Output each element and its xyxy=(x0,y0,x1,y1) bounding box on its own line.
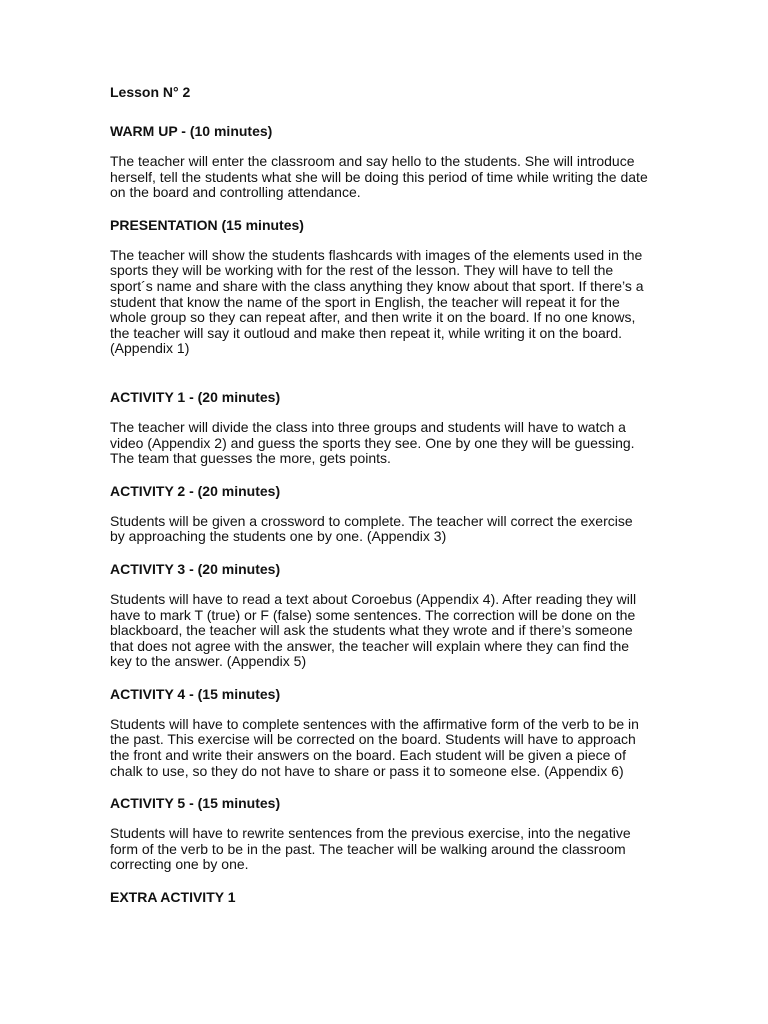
section-heading: ACTIVITY 5 - (15 minutes) xyxy=(110,795,281,812)
section-heading: ACTIVITY 3 - (20 minutes) xyxy=(110,560,281,577)
section-heading: WARM UP - (10 minutes) xyxy=(110,123,273,139)
paragraph-line: The team that guesses the more, gets points. xyxy=(110,450,391,467)
section-heading: PRESENTATION (15 minutes) xyxy=(110,216,304,233)
paragraph-line: on the board and controlling attendance. xyxy=(110,184,361,201)
paragraph-line: student that know the name of the sport in English, the teacher will repeat it for the xyxy=(110,293,620,310)
section-heading: ACTIVITY 4 - (15 minutes) xyxy=(110,685,281,702)
document-page xyxy=(110,84,670,905)
paragraph-line: by approaching the students one by one. (Appendix 3) xyxy=(110,528,447,545)
paragraph-line: herself, tell the students what she will be doing this period of time while writing the date xyxy=(110,168,648,185)
paragraph-line: The teacher will enter the classroom and say hello to the students. She will introduce xyxy=(110,153,635,169)
paragraph-line: correcting one by one. xyxy=(110,856,249,873)
section-paragraph xyxy=(110,420,670,467)
paragraph-line: form of the verb to be in the past. The teacher will be walking around the classroom xyxy=(110,840,626,857)
paragraph-line: key to the answer. (Appendix 5) xyxy=(110,653,307,670)
paragraph-line: Students will be given a crossword to complete. The teacher will correct the exercise xyxy=(110,512,633,529)
sections-container xyxy=(110,123,670,905)
paragraph-line: Students will have to rewrite sentences from the previous exercise, into the negative xyxy=(110,825,631,842)
section-paragraph xyxy=(110,248,670,357)
section-heading: ACTIVITY 1 - (20 minutes) xyxy=(110,388,281,405)
section-heading: ACTIVITY 2 - (20 minutes) xyxy=(110,482,281,499)
section-heading: EXTRA ACTIVITY 1 xyxy=(110,889,236,906)
paragraph-line: sports they will be working with for the rest of the lesson. They will have to tell the xyxy=(110,262,614,279)
section-paragraph xyxy=(110,514,670,545)
section-paragraph xyxy=(110,826,670,873)
paragraph-line: The teacher will show the students flashcards with images of the elements used in the xyxy=(110,246,643,263)
paragraph-line: video (Appendix 2) and guess the sports they see. One by one they will be guessing. xyxy=(110,434,635,451)
paragraph-line: whole group so they can repeat after, and then write it on the board. If no one knows, xyxy=(110,309,636,326)
paragraph-line: The teacher will divide the class into three groups and students will have to watch a xyxy=(110,418,626,435)
paragraph-line: the front and write their answers on the board. Each student will be given a piece of xyxy=(110,747,626,764)
paragraph-line: (Appendix 1) xyxy=(110,340,190,357)
paragraph-line: sport´s name and share with the class anything they know about that sport. If there’s a xyxy=(110,277,644,294)
paragraph-line: Students will have to read a text about Coroebus (Appendix 4). After reading they will xyxy=(110,590,637,607)
lesson-title: Lesson N° 2 xyxy=(110,84,191,100)
paragraph-line: blackboard, the teacher will ask the students what they wrote and if there’s someone xyxy=(110,622,633,639)
paragraph-line: the teacher will say it outloud and make then repeat it, while writing it on the board. xyxy=(110,324,623,341)
section-paragraph xyxy=(110,717,670,779)
paragraph-line: the past. This exercise will be corrected on the board. Students will have to approach xyxy=(110,731,636,748)
section-paragraph xyxy=(110,154,670,201)
paragraph-line: Students will have to complete sentences with the affirmative form of the verb to be in xyxy=(110,715,639,732)
paragraph-line: have to mark T (true) or F (false) some sentences. The correction will be done on the xyxy=(110,606,636,623)
paragraph-line: chalk to use, so they do not have to share or pass it to someone else. (Appendix 6) xyxy=(110,762,624,779)
section-paragraph xyxy=(110,592,670,670)
paragraph-line: that does not agree with the answer, the teacher will explain where they can find the xyxy=(110,637,630,654)
